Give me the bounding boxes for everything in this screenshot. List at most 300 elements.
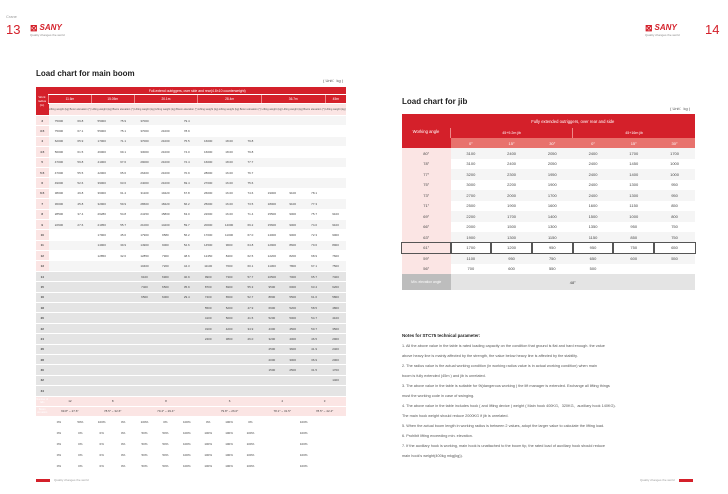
table-row (402, 180, 695, 191)
radius-cell: 30 (36, 365, 49, 375)
table-row (36, 365, 346, 375)
load-cell (134, 313, 155, 323)
radius-cell: 18 (36, 303, 49, 313)
load-cell (69, 375, 91, 385)
load-cell (176, 365, 198, 375)
load-cell: 1100 (451, 253, 492, 264)
load-cell: 17000 (91, 136, 112, 146)
angle-cell: 80° (402, 148, 451, 159)
elevation-cell: 78.5° ~ 32.6° (91, 406, 134, 416)
load-cell (176, 303, 198, 313)
load-cell: 55000 (91, 116, 112, 126)
percent-cell: 100% (198, 449, 219, 460)
load-cell: 550 (654, 253, 695, 264)
load-cell (219, 126, 240, 136)
angle-cell: 66° (402, 222, 451, 233)
table-row (36, 282, 346, 292)
load-cell: 1950 (532, 169, 573, 180)
load-cell (69, 251, 91, 261)
percent-label: Sec.3 extend (36, 438, 49, 449)
percent-label: Sec.5 extend (36, 460, 49, 471)
load-cell: 7600 (325, 251, 346, 261)
subcolumn-header: Boom elevation (°) (112, 104, 134, 116)
jib-table-body (402, 148, 695, 290)
percent-cell: 0% (69, 460, 91, 471)
load-cell (282, 136, 303, 146)
table-row (402, 264, 695, 275)
load-cell: 1500 (573, 211, 614, 222)
boom-length-header-row (36, 95, 346, 104)
load-cell (654, 264, 695, 275)
table-row (402, 148, 695, 159)
note-line: 6. Prohibit lifting exceeding min. elevation. (402, 434, 473, 438)
load-cell (155, 386, 176, 396)
jib-group-1-header: 45+9.2m jib (451, 128, 573, 138)
load-cell (325, 157, 346, 167)
load-cell: 77.3 (303, 199, 325, 209)
load-cell (112, 292, 134, 302)
load-cell (69, 313, 91, 323)
load-cell: 52.6 (176, 240, 198, 250)
load-cell: 6900 (261, 303, 282, 313)
percent-cell: 100% (239, 460, 261, 471)
percent-cell: 0% (49, 460, 70, 471)
load-cell (325, 126, 346, 136)
load-cell (134, 354, 155, 364)
table-row (36, 167, 346, 177)
percent-row (36, 416, 346, 427)
load-cell (49, 271, 70, 281)
load-cell (134, 303, 155, 313)
radius-cell: 7 (36, 199, 49, 209)
load-cell (261, 167, 282, 177)
subcolumn-header: Boom elevation (°) (69, 104, 91, 116)
load-cell: 16.00 (219, 178, 240, 188)
load-cell (239, 386, 261, 396)
radius-cell: 9 (36, 219, 49, 229)
load-cell: 31.5 (303, 365, 325, 375)
load-cell: 750 (654, 232, 695, 243)
load-cell: 31100 (134, 188, 155, 198)
load-cell: 67.6 (112, 157, 134, 167)
load-cell: 1150 (629, 203, 639, 209)
load-cell: 3100 (451, 148, 492, 159)
load-cell: 55.5 (69, 167, 91, 177)
right-logo-mark-icon: ⊠ (645, 23, 653, 33)
load-cell: 69.8 (69, 116, 91, 126)
load-cell (198, 354, 219, 364)
radius-cell: 8 (36, 209, 49, 219)
percent-cell: 0% (49, 449, 70, 460)
load-cell: 63.0 (176, 209, 198, 219)
load-cell: 1700 (532, 190, 573, 201)
load-cell: 10500 (261, 271, 282, 281)
load-cell: 33000 (134, 147, 155, 157)
load-cell (91, 365, 112, 375)
load-cell: 4200 (219, 323, 240, 333)
load-cell: 44.3 (176, 261, 198, 271)
load-cell (112, 323, 134, 333)
load-cell: 3100 (198, 323, 219, 333)
angle-cell: 69° (402, 211, 451, 222)
table-row (36, 261, 346, 271)
load-cell: 64.8 (239, 240, 261, 250)
load-cell (176, 386, 198, 396)
load-cell (219, 365, 240, 375)
load-cell: 18.00 (219, 157, 240, 167)
load-cell: 1500 (261, 365, 282, 375)
load-cell: 11000 (219, 230, 240, 240)
load-cell: 1600 (588, 203, 598, 209)
load-cell: 17900 (134, 230, 155, 240)
load-cell: 75000 (49, 126, 70, 136)
load-cell: 4300 (261, 323, 282, 333)
note-line: must the working code in case of swinging. (402, 394, 475, 398)
load-cell (112, 386, 134, 396)
load-cell: 700 (467, 266, 475, 272)
percent-cell: 0% (91, 449, 112, 460)
percent-cell: 100% (239, 427, 261, 438)
load-cell: 1000 (613, 211, 654, 222)
load-cell: 950 (654, 190, 695, 201)
logo-tagline: Quality changes the world (30, 33, 65, 37)
load-cell: 17000 (198, 230, 219, 240)
load-cell (112, 354, 134, 364)
right-footer (640, 478, 693, 482)
load-cell: 6900 (155, 271, 176, 281)
percent-cell: 100% (219, 438, 240, 449)
load-cell: 14000 (261, 230, 282, 240)
load-cell (69, 230, 91, 240)
load-cell: 70.9 (176, 167, 198, 177)
load-cell: 950 (671, 182, 678, 188)
load-cell (49, 323, 70, 333)
load-cell: 16000 (198, 136, 219, 146)
load-cell: 950 (491, 253, 532, 264)
right-logo-tagline: Quality changes the world (645, 33, 680, 37)
percent-cell: 100% (239, 449, 261, 460)
right-header (0, 0, 728, 46)
note-line: 4. The above value in the table includes hook ( and lifting device ) weight ( Main hook 400KG、320KG、auxiliary hook 140KG). (402, 404, 616, 408)
load-cell (49, 230, 70, 240)
load-cell: 9000 (155, 240, 176, 250)
load-cell (91, 323, 112, 333)
load-cell: 21000 (155, 147, 176, 157)
load-cell: 1000 (654, 169, 695, 180)
load-cell (176, 313, 198, 323)
load-cell: 47000 (49, 157, 70, 167)
load-cell: 39.9 (112, 240, 134, 250)
falls-label: Number of falls (36, 398, 49, 405)
load-cell (239, 344, 261, 354)
percent-cell: 0% (112, 416, 134, 427)
load-cell (303, 147, 325, 157)
load-cell: 3600 (282, 344, 303, 354)
load-cell: 38000 (49, 188, 70, 198)
load-cell: 6900 (219, 282, 240, 292)
load-cell: 26280 (91, 209, 112, 219)
load-cell (69, 386, 91, 396)
right-page-number: 14 (705, 22, 720, 37)
note-line: The main hook weight should reduce 2000KG if jib is unrelated. (402, 414, 509, 418)
load-cell: 62000 (49, 136, 70, 146)
load-cell (261, 157, 282, 167)
load-cell (176, 354, 198, 364)
boom-length-header: 28.4m (198, 95, 262, 104)
load-cell: 4100 (198, 313, 219, 323)
load-cell: 26.0 (239, 334, 261, 344)
load-cell: 2500 (466, 203, 476, 209)
load-cell: 2200 (507, 182, 517, 188)
load-cell: 7400 (325, 271, 346, 281)
table-row (402, 159, 695, 170)
load-cell (219, 354, 240, 364)
offset-header: 30° (654, 138, 695, 148)
load-cell (325, 188, 346, 198)
load-cell: 11100 (198, 261, 219, 271)
percent-cell: 0% (112, 427, 134, 438)
load-cell: 8200 (282, 251, 303, 261)
load-cell (49, 240, 70, 250)
percent-cell: 0% (91, 460, 112, 471)
load-cell (261, 136, 282, 146)
load-cell: 32.6 (112, 251, 134, 261)
load-cell: 12450 (198, 251, 219, 261)
right-footer-bar (679, 479, 693, 482)
load-cell (303, 386, 325, 396)
radius-cell: 6 (36, 178, 49, 188)
elevation-label: Boom elevation (37, 408, 48, 415)
load-cell (155, 313, 176, 323)
falls-cell: 4 (261, 396, 303, 406)
load-cell: 1450 (629, 161, 639, 167)
load-cell: 56000 (49, 147, 70, 157)
load-cell: 7800 (282, 261, 303, 271)
load-cell (69, 282, 91, 292)
radius-cell: 13 (36, 261, 49, 271)
load-cell: 75.7 (303, 209, 325, 219)
table-row (36, 188, 346, 198)
load-cell (69, 261, 91, 271)
percent-cell: 100% (261, 438, 346, 449)
radius-cell: 28 (36, 354, 49, 364)
load-cell: 950 (532, 243, 573, 254)
percent-cell: 100% (91, 416, 112, 427)
table-row (402, 253, 695, 264)
table-row (36, 251, 346, 261)
load-cell (282, 157, 303, 167)
load-cell: 18.00 (219, 136, 240, 146)
load-cell: 40.9 (176, 271, 198, 281)
percent-cell: 50% (155, 460, 176, 471)
percent-cell: 50% (134, 460, 155, 471)
offset-header: 15° (613, 138, 654, 148)
elevation-cell: 69.8° ~ 27.6° (49, 406, 92, 416)
load-cell: 65.9 (69, 136, 91, 146)
subcolumn-header: Lifting weight (kg) (261, 104, 282, 116)
falls-row (36, 396, 346, 406)
load-cell: 2200 (451, 211, 492, 222)
table-row (36, 323, 346, 333)
falls-cell: 8 (91, 396, 134, 406)
percent-cell: 0% (49, 416, 70, 427)
load-cell: 1700 (654, 148, 695, 159)
table-row (402, 222, 695, 233)
elevation-cell: 79.8° ~ 26.0° (198, 406, 262, 416)
percent-cell: 0% (112, 438, 134, 449)
load-cell (69, 344, 91, 354)
load-cell (325, 178, 346, 188)
table-row (36, 230, 346, 240)
load-cell: 59.7 (176, 219, 198, 229)
load-cell (49, 292, 70, 302)
load-cell: 1900 (547, 182, 557, 188)
angle-cell: 71° (402, 201, 451, 212)
load-cell (239, 116, 261, 126)
load-cell: 6500 (134, 292, 155, 302)
load-cell (239, 126, 261, 136)
load-cell: 68.9 (303, 251, 325, 261)
table-row (36, 157, 346, 167)
right-logo-name: SANY (654, 23, 677, 32)
load-cell: 650 (573, 253, 614, 264)
table-row (36, 375, 346, 385)
load-cell (155, 334, 176, 344)
load-cell (112, 261, 134, 271)
load-cell: 79.8 (239, 147, 261, 157)
load-cell (49, 303, 70, 313)
load-cell (91, 271, 112, 281)
subcolumn-header: Lifting weight (kg) (219, 104, 240, 116)
table-row (402, 232, 695, 243)
load-cell: 37000 (134, 116, 155, 126)
load-cell (198, 126, 219, 136)
load-cell: 8600 (282, 240, 303, 250)
load-cell: 3200 (261, 334, 282, 344)
load-cell: 3200 (451, 169, 492, 180)
load-cell (91, 334, 112, 344)
load-cell: 73.5 (239, 199, 261, 209)
load-cell: 1400 (532, 211, 573, 222)
load-cell: 36.9 (303, 354, 325, 364)
load-cell: 28500 (49, 209, 70, 219)
load-cell: 1400 (325, 375, 346, 385)
percent-cell: 100% (198, 460, 219, 471)
percent-cell: 0% (49, 427, 70, 438)
load-cell: 2000 (491, 190, 532, 201)
load-cell (49, 344, 70, 354)
load-cell (325, 147, 346, 157)
radius-cell: 24 (36, 334, 49, 344)
boom-length-header: 11.6m (49, 95, 92, 104)
offset-header: 0° (451, 138, 492, 148)
notes-lines (402, 341, 695, 461)
load-cell: 2900 (325, 334, 346, 344)
load-cell (91, 386, 112, 396)
note-line: above heavy line is mainly affected by the strength, the value below heavy line is affected by the stability. (402, 354, 578, 358)
load-cell: 9900 (198, 271, 219, 281)
load-cell: 2400 (588, 161, 598, 167)
load-cell: 55.3 (239, 282, 261, 292)
load-cell: 7600 (219, 261, 240, 271)
note-line: 7. If the auxiliary hook is working, main hook is unattached to the boom tip, the rated load of auxiliary hook should reduce (402, 444, 606, 448)
load-cell: 2500 (261, 344, 282, 354)
load-cell (112, 313, 134, 323)
load-cell: 79.4 (176, 116, 198, 126)
load-cell: 35.9 (176, 282, 198, 292)
load-cell: 41000 (91, 157, 112, 167)
table-row (402, 169, 695, 180)
load-cell (91, 344, 112, 354)
radius-cell: 3.5 (36, 126, 49, 136)
load-cell: 7400 (134, 282, 155, 292)
load-cell: 9100 (325, 219, 346, 229)
load-cell: 9000 (282, 219, 303, 229)
load-cell: 52.7 (239, 292, 261, 302)
angle-cell: 78° (402, 159, 451, 170)
main-boom-table-body (36, 116, 346, 472)
load-cell (91, 282, 112, 292)
load-cell (261, 375, 282, 385)
percent-cell: 0% (112, 460, 134, 471)
boom-length-header: 36.7m (261, 95, 325, 104)
load-cell (219, 386, 240, 396)
percent-cell: 0% (198, 416, 219, 427)
load-cell: 49.8 (69, 188, 91, 198)
load-cell (282, 126, 303, 136)
radius-cell: 26 (36, 344, 49, 354)
load-cell: 18000 (261, 199, 282, 209)
load-cell: 9000 (325, 230, 346, 240)
load-cell: 46.5 (303, 334, 325, 344)
load-cell (325, 167, 346, 177)
load-cell: 77.7 (239, 157, 261, 167)
load-cell: 20000 (198, 219, 219, 229)
load-cell (282, 167, 303, 177)
load-cell: 78.9 (176, 126, 198, 136)
percent-cell: 0% (155, 416, 176, 427)
subcolumn-header: Lifting weight (kg) (325, 104, 346, 116)
jib-load-table (402, 114, 695, 290)
load-cell: 63.4 (303, 282, 325, 292)
table-row (36, 334, 346, 344)
load-cell: 16.00 (219, 188, 240, 198)
percent-cell: 0% (91, 438, 112, 449)
load-cell: 8900 (325, 240, 346, 250)
load-cell: 25000 (198, 199, 219, 209)
load-cell (49, 251, 70, 261)
load-cell: 46000 (91, 147, 112, 157)
load-cell: 47.9 (239, 303, 261, 313)
load-cell: 67.1 (69, 126, 91, 136)
load-cell: 75.5 (176, 136, 198, 146)
falls-cell: 12 (49, 396, 92, 406)
load-cell: 72.3 (303, 230, 325, 240)
load-cell: 14500 (198, 240, 219, 250)
load-cell (282, 116, 303, 126)
load-cell: 5800 (325, 292, 346, 302)
table-row (36, 116, 346, 126)
load-cell: 26000 (198, 188, 219, 198)
elevation-cell: 78.5° ~ 42.4° (303, 406, 346, 416)
load-cell: 6200 (325, 282, 346, 292)
percent-label: Sec.2 extend (36, 427, 49, 438)
load-cell (134, 344, 155, 354)
load-cell: 4000 (282, 334, 303, 344)
load-cell: 29.4 (176, 292, 198, 302)
main-boom-title: Load chart for main boom (36, 69, 135, 78)
load-cell: 9600 (219, 240, 240, 250)
